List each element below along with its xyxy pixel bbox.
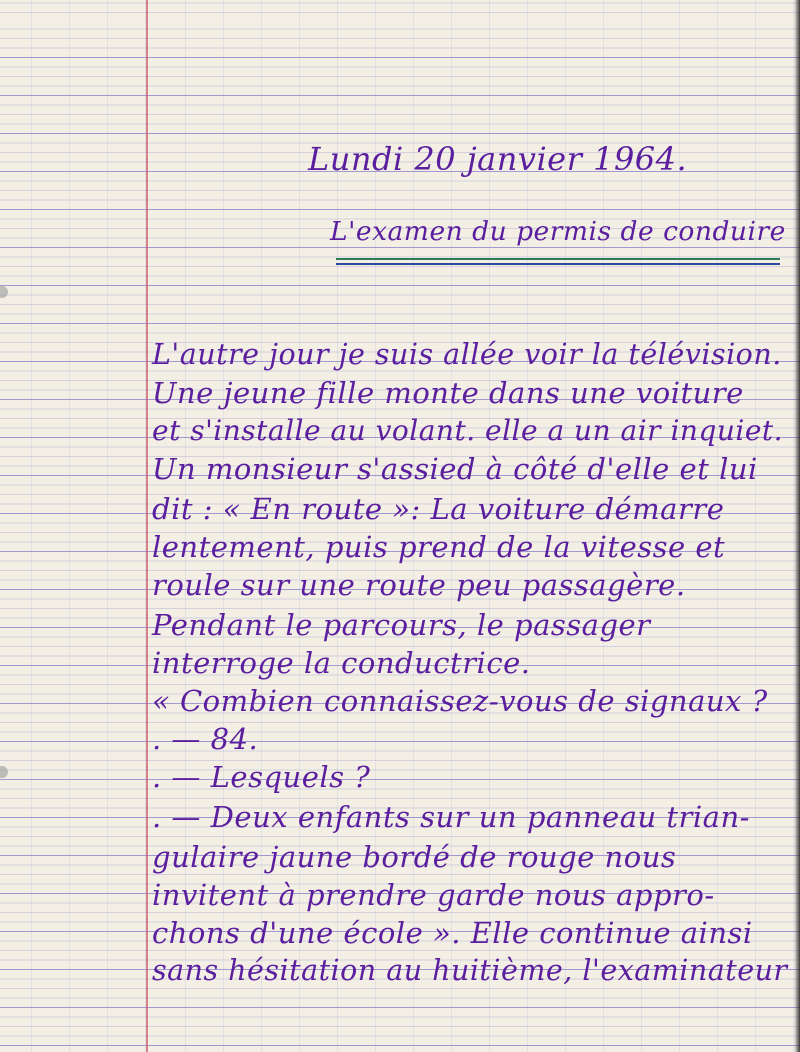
- text-line: Pendant le parcours, le passager: [152, 608, 651, 642]
- text-line: et s'installe au volant. elle a un air inquiet.: [152, 414, 784, 447]
- entry-date: Lundi 20 janvier 1964.: [308, 140, 688, 178]
- entry-title: L'examen du permis de conduire: [330, 216, 786, 247]
- text-line: lentement, puis prend de la vitesse et: [152, 530, 726, 564]
- text-line: sans hésitation au huitième, l'examinateur: [152, 954, 788, 987]
- text-line: gulaire jaune bordé de rouge nous: [152, 840, 677, 874]
- page-edge-shadow: [794, 0, 800, 1052]
- text-line: dit : « En route »: La voiture démarre: [152, 492, 725, 526]
- binder-hole: [0, 766, 8, 778]
- text-line: . — Lesquels ?: [152, 760, 371, 794]
- text-line: . — Deux enfants sur un panneau trian-: [152, 800, 750, 834]
- margin-rule: [146, 0, 148, 1052]
- text-line: L'autre jour je suis allée voir la télévision.: [152, 338, 782, 371]
- text-line: invitent à prendre garde nous appro-: [152, 878, 715, 912]
- text-line: interroge la conductrice.: [152, 646, 531, 680]
- title-underline-blue: [336, 263, 780, 265]
- title-underline-green: [336, 258, 780, 260]
- binder-hole: [0, 286, 8, 298]
- text-line: chons d'une école ». Elle continue ainsi: [152, 916, 753, 950]
- text-line: roule sur une route peu passagère.: [152, 568, 686, 602]
- text-line: Une jeune fille monte dans une voiture: [152, 376, 744, 410]
- text-line: « Combien connaissez-vous de signaux ?: [152, 684, 768, 718]
- text-line: . — 84.: [152, 722, 259, 756]
- text-line: Un monsieur s'assied à côté d'elle et lui: [152, 452, 758, 486]
